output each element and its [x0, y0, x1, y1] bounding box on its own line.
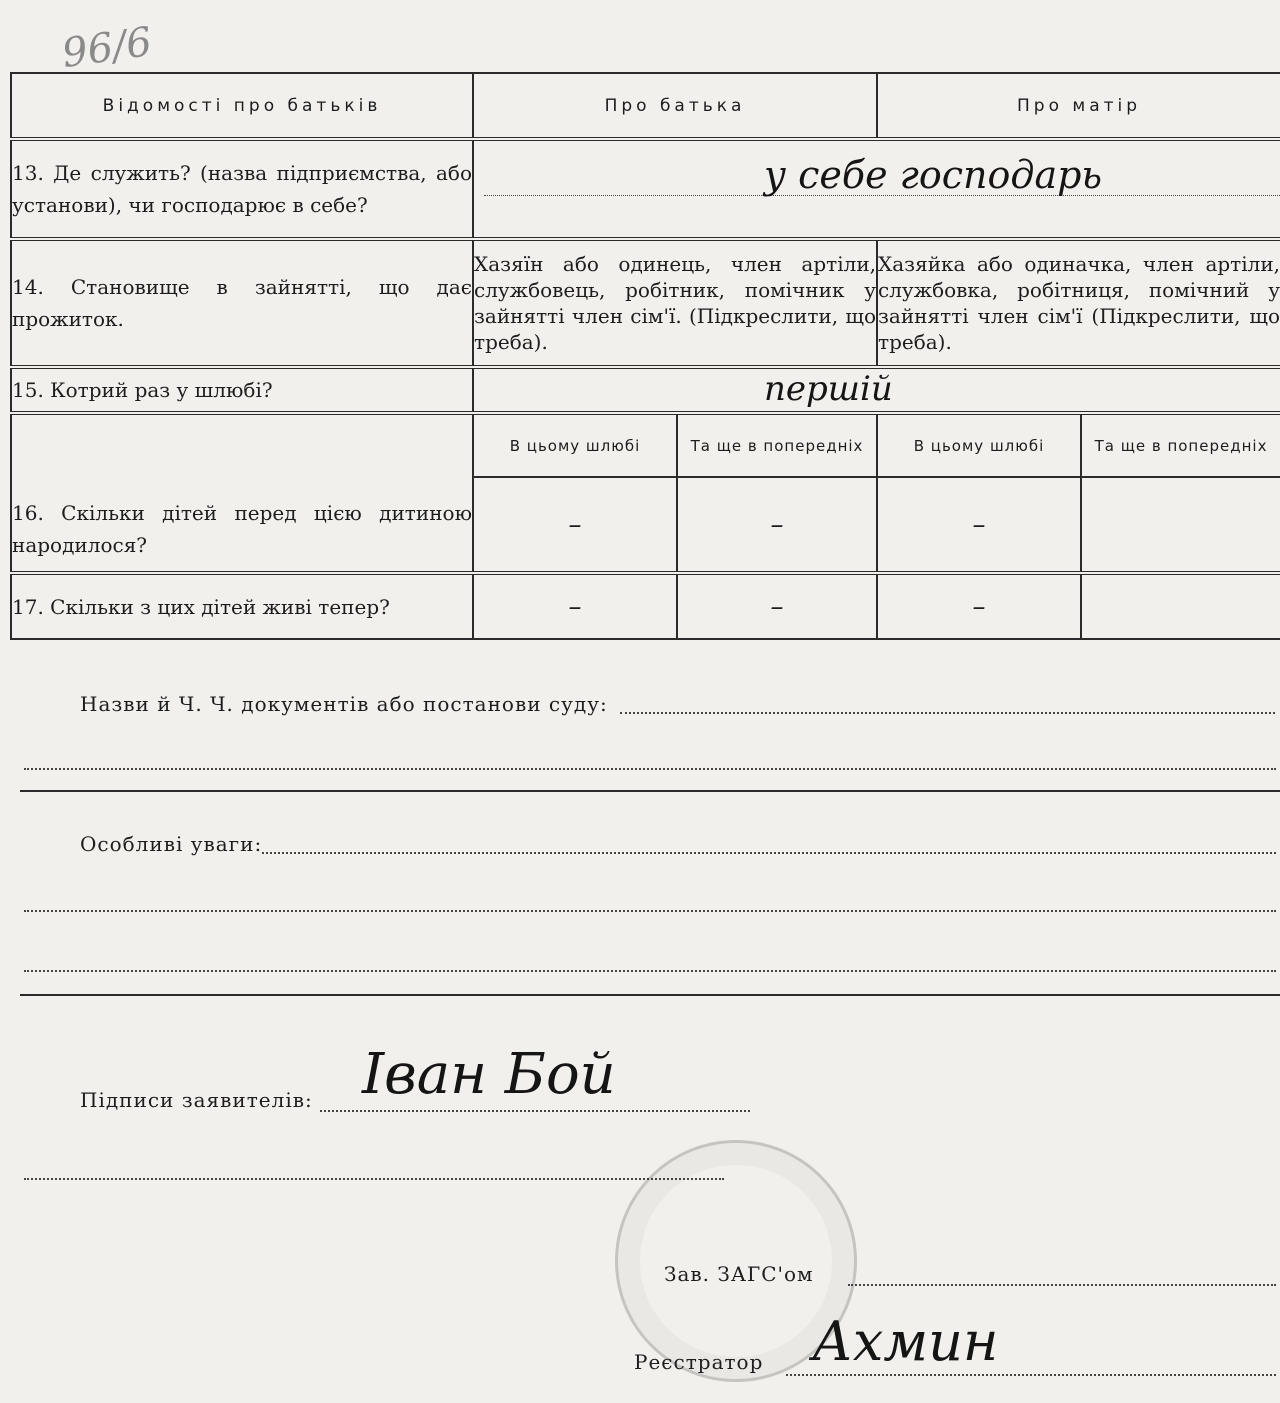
q16-father-this: –: [473, 477, 677, 573]
registrar-signature: Ахмин: [812, 1310, 999, 1373]
q14-mother-options: Хазяйка або одиначка, член артіли, службовка, робітниця, помічний у зайнятті член сім'ї (Підкреслити, що треба).: [877, 239, 1280, 367]
q13-answer-cell: [473, 139, 1280, 239]
head-signature-line: [848, 1284, 1276, 1286]
row-q13: [11, 139, 1280, 239]
q17-mother-prev: [1081, 573, 1280, 639]
header-father: Про батька: [473, 73, 877, 139]
sub-mother-prev: Та ще в попередніх: [1081, 413, 1280, 477]
signatures-line-2: [24, 1178, 724, 1180]
row-q15: [11, 367, 1280, 413]
q17-father-this: –: [473, 573, 677, 639]
q13-answer: у себе господарь: [764, 153, 1103, 197]
q14-label: 14. Становище в зайнятті, що дає прожиток.: [11, 239, 473, 367]
notes-line-1: [262, 852, 1276, 854]
q16-mother-this: –: [877, 477, 1081, 573]
table-header-row: [11, 73, 1280, 139]
documents-line-1: [620, 712, 1275, 714]
header-info: Відомості про батьків: [11, 73, 473, 139]
q17-mother-this: –: [877, 573, 1081, 639]
notes-line-3: [24, 970, 1276, 972]
registrar-label: Реєстратор: [634, 1350, 764, 1374]
row-subheaders: [11, 413, 1280, 477]
applicant-signature: Іван Бой: [362, 1042, 616, 1107]
head-label: Зав. ЗАГС'ом: [664, 1262, 814, 1286]
documents-line-2: [24, 768, 1276, 770]
q15-label: 15. Котрий раз у шлюбі?: [11, 367, 473, 413]
section-divider-1: [20, 790, 1280, 792]
sub-father-prev: Та ще в попередніх: [677, 413, 877, 477]
q16-mother-prev: [1081, 477, 1280, 573]
q14-father-options: Хазяїн або одинець, член артіли, службовець, робітник, помічник у зайнятті член сім'ї. (Підкреслити, що треба).: [473, 239, 877, 367]
corner-note: 96/6: [59, 18, 155, 78]
q17-label: 17. Скільки з цих дітей живі тепер?: [11, 573, 473, 639]
row-q17: [11, 573, 1280, 639]
sub-father-this: В цьому шлюбі: [473, 413, 677, 477]
sub-mother-this: В цьому шлюбі: [877, 413, 1081, 477]
signatures-label: Підписи заявителів:: [80, 1088, 313, 1112]
q16-label: 16. Скільки дітей перед цією дитиною народилося?: [11, 413, 473, 573]
q15-answer: першій: [764, 369, 893, 409]
parents-info-table: [10, 72, 1280, 640]
notes-line-2: [24, 910, 1276, 912]
q16-father-prev: –: [677, 477, 877, 573]
q17-father-prev: –: [677, 573, 877, 639]
row-q14: [11, 239, 1280, 367]
notes-label: Особливі уваги:: [80, 832, 263, 856]
q15-answer-cell: [473, 367, 1280, 413]
q13-label: 13. Де служить? (назва підприємства, або установи), чи господарює в себе?: [11, 139, 473, 239]
documents-label: Назви й Ч. Ч. документів або постанови суду:: [80, 692, 608, 716]
section-divider-2: [20, 994, 1280, 996]
registrar-signature-line: [786, 1374, 1276, 1376]
signatures-line-1: [320, 1110, 750, 1112]
header-mother: Про матір: [877, 73, 1280, 139]
